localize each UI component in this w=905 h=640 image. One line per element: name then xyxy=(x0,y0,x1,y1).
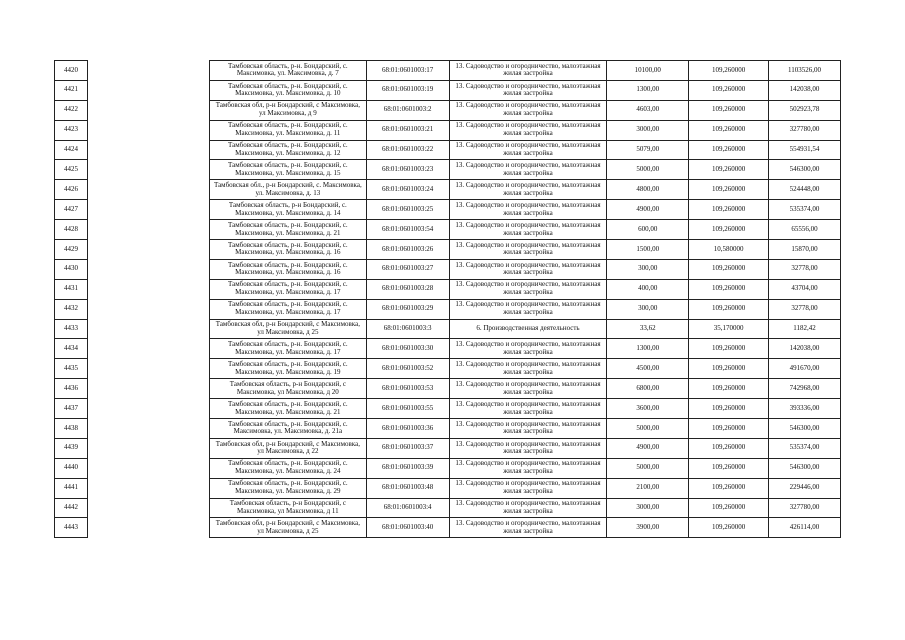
address-cell: Тамбовская область, р-н. Бондарский, с. Максимовка, ул. Максимовка, д. 29 xyxy=(210,478,367,498)
row-number-row xyxy=(55,478,88,498)
address-cell: Тамбовская обл, р-н Бондарский, с Максимовка, ул Максимовка, д 9 xyxy=(210,100,367,120)
cadastral-value-cell: 546300,00 xyxy=(769,458,841,478)
rate-cell: 109,260000 xyxy=(689,279,769,299)
land-use-cell: 13. Садоводство и огородничество, малоэтажная жилая застройка xyxy=(449,518,607,538)
land-use-cell: 13. Садоводство и огородничество, малоэтажная жилая застройка xyxy=(449,61,607,81)
land-use-cell: 13. Садоводство и огородничество, малоэтажная жилая застройка xyxy=(449,220,607,240)
address-cell: Тамбовская область, р-н. Бондарский, с. Максимовка, ул. Максимовка, д. 16 xyxy=(210,240,367,260)
area-cell: 300,00 xyxy=(607,299,689,319)
row-number-row xyxy=(55,279,88,299)
row-number-row xyxy=(55,339,88,359)
rate-cell: 109,260000 xyxy=(689,458,769,478)
land-use-cell: 13. Садоводство и огородничество, малоэтажная жилая застройка xyxy=(449,279,607,299)
cadastral-value-cell: 142038,00 xyxy=(769,80,841,100)
rate-cell: 109,260000 xyxy=(689,498,769,518)
table-row xyxy=(210,379,841,399)
address-cell: Тамбовская область, р-н. Бондарский, с. Максимовка, ул. Максимовка, д. 17 xyxy=(210,299,367,319)
table-row xyxy=(210,299,841,319)
address-cell: Тамбовская область, р-н. Бондарский, с. Максимовка, ул. Максимовка, д. 17 xyxy=(210,339,367,359)
land-use-cell: 13. Садоводство и огородничество, малоэтажная жилая застройка xyxy=(449,120,607,140)
cadastral-number-cell: 68:01:0601003:24 xyxy=(366,180,449,200)
address-cell: Тамбовская область, р-н. Бондарский, с. Максимовка, ул. Максимовка, д. 21а xyxy=(210,419,367,439)
row-number-row xyxy=(55,458,88,478)
row-number: 4431 xyxy=(55,279,88,299)
cadastral-value-cell: 65556,00 xyxy=(769,220,841,240)
table-row xyxy=(210,359,841,379)
row-number: 4436 xyxy=(55,379,88,399)
table-row xyxy=(210,100,841,120)
area-cell: 5079,00 xyxy=(607,140,689,160)
cadastral-number-cell: 68:01:0601003:27 xyxy=(366,259,449,279)
land-use-cell: 13. Садоводство и огородничество, малоэтажная жилая застройка xyxy=(449,180,607,200)
address-cell: Тамбовская область, р-н. Бондарский, с. Максимовка, ул. Максимовка, д. 21 xyxy=(210,399,367,419)
row-number: 4424 xyxy=(55,140,88,160)
cadastral-value-cell: 229446,00 xyxy=(769,478,841,498)
address-cell: Тамбовская область, р-н. Бондарский, с. Максимовка, ул. Максимовка, д. 15 xyxy=(210,160,367,180)
cadastral-number-cell: 68:01:0601003:53 xyxy=(366,379,449,399)
address-cell: Тамбовская обл., р-н Бондарский, с. Максимовка, ул. Максимовка, д. 13 xyxy=(210,180,367,200)
area-cell: 4500,00 xyxy=(607,359,689,379)
cadastral-value-cell: 32778,00 xyxy=(769,259,841,279)
address-cell: Тамбовская обл, р-н Бондарский, с Максимовка, ул Максимовка, д 25 xyxy=(210,319,367,339)
address-cell: Тамбовская область, р-н. Бондарский, с. Максимовка, ул. Максимовка, д. 10 xyxy=(210,80,367,100)
address-cell: Тамбовская область, р-н. Бондарский, с. Максимовка, ул. Максимовка, д. 19 xyxy=(210,359,367,379)
land-use-cell: 13. Садоводство и огородничество, малоэтажная жилая застройка xyxy=(449,478,607,498)
rate-cell: 109,260000 xyxy=(689,200,769,220)
row-number-row xyxy=(55,120,88,140)
area-cell: 4603,00 xyxy=(607,100,689,120)
row-number: 4426 xyxy=(55,180,88,200)
cadastral-value-cell: 327780,00 xyxy=(769,498,841,518)
rate-cell: 10,580000 xyxy=(689,240,769,260)
row-number: 4440 xyxy=(55,458,88,478)
row-number: 4427 xyxy=(55,200,88,220)
table-row xyxy=(210,220,841,240)
address-cell: Тамбовская область, р-н Бондарский, с Максимовка, ул Максимовка, д 11 xyxy=(210,498,367,518)
cadastral-number-cell: 68:01:0601003:37 xyxy=(366,438,449,458)
address-cell: Тамбовская область, р-н. Бондарский, с. Максимовка, ул. Максимовка, д. 12 xyxy=(210,140,367,160)
area-cell: 2100,00 xyxy=(607,478,689,498)
table-row xyxy=(210,419,841,439)
row-number: 4422 xyxy=(55,100,88,120)
row-number-row xyxy=(55,399,88,419)
rate-cell: 109,260000 xyxy=(689,61,769,81)
cadastral-value-cell: 535374,00 xyxy=(769,438,841,458)
table-row xyxy=(210,120,841,140)
cadastral-value-cell: 491670,00 xyxy=(769,359,841,379)
table-row xyxy=(210,61,841,81)
row-number-row xyxy=(55,80,88,100)
table-row xyxy=(210,399,841,419)
address-cell: Тамбовская область, р-н. Бондарский, с. Максимовка, ул. Максимовка, д. 16 xyxy=(210,259,367,279)
address-cell: Тамбовская область, р-н. Бондарский, с. Максимовка, ул. Максимовка, д. 11 xyxy=(210,120,367,140)
row-number-row xyxy=(55,359,88,379)
table-row xyxy=(210,180,841,200)
row-number-row xyxy=(55,319,88,339)
land-use-cell: 13. Садоводство и огородничество, малоэтажная жилая застройка xyxy=(449,379,607,399)
row-number-column xyxy=(54,60,88,538)
address-cell: Тамбовская область, р-н. Бондарский, с. Максимовка, ул. Максимовка, д. 21 xyxy=(210,220,367,240)
cadastral-value-cell: 535374,00 xyxy=(769,200,841,220)
land-use-cell: 13. Садоводство и огородничество, малоэтажная жилая застройка xyxy=(449,438,607,458)
cadastral-number-cell: 68:01:0601003:19 xyxy=(366,80,449,100)
table-row xyxy=(210,200,841,220)
cadastral-number-cell: 68:01:0601003:40 xyxy=(366,518,449,538)
row-number-row xyxy=(55,259,88,279)
row-number: 4433 xyxy=(55,319,88,339)
land-use-cell: 13. Садоводство и огородничество, малоэтажная жилая застройка xyxy=(449,259,607,279)
row-number: 4429 xyxy=(55,240,88,260)
row-number-row xyxy=(55,61,88,81)
table-row xyxy=(210,339,841,359)
cadastral-value-cell: 554931,54 xyxy=(769,140,841,160)
rate-cell: 109,260000 xyxy=(689,359,769,379)
address-cell: Тамбовская область, р-н Бондарский, с Максимовка, ул Максимовка, д 20 xyxy=(210,379,367,399)
row-number: 4428 xyxy=(55,220,88,240)
row-number: 4425 xyxy=(55,160,88,180)
row-number-row xyxy=(55,180,88,200)
row-number-row xyxy=(55,100,88,120)
area-cell: 3600,00 xyxy=(607,399,689,419)
address-cell: Тамбовская обл, р-н Бондарский, с Максимовка, ул Максимовка, д 22 xyxy=(210,438,367,458)
rate-cell: 109,260000 xyxy=(689,220,769,240)
table-row xyxy=(210,498,841,518)
cadastral-number-cell: 68:01:0601003:39 xyxy=(366,458,449,478)
row-number-body xyxy=(55,61,88,538)
cadastral-number-cell: 68:01:0601003:22 xyxy=(366,140,449,160)
rate-cell: 109,260000 xyxy=(689,259,769,279)
area-cell: 4900,00 xyxy=(607,200,689,220)
row-number-row xyxy=(55,299,88,319)
cadastral-value-cell: 546300,00 xyxy=(769,419,841,439)
cadastral-value-cell: 393336,00 xyxy=(769,399,841,419)
area-cell: 5000,00 xyxy=(607,458,689,478)
area-cell: 33,62 xyxy=(607,319,689,339)
row-number: 4435 xyxy=(55,359,88,379)
rate-cell: 109,260000 xyxy=(689,339,769,359)
cadastral-number-cell: 68:01:0601003:4 xyxy=(366,498,449,518)
rate-cell: 109,260000 xyxy=(689,399,769,419)
table-row xyxy=(210,279,841,299)
cadastral-number-cell: 68:01:0601003:48 xyxy=(366,478,449,498)
row-number-row xyxy=(55,240,88,260)
rate-cell: 109,260000 xyxy=(689,100,769,120)
area-cell: 3000,00 xyxy=(607,120,689,140)
cadastral-value-cell: 1182,42 xyxy=(769,319,841,339)
area-cell: 3900,00 xyxy=(607,518,689,538)
row-number: 4420 xyxy=(55,61,88,81)
cadastral-number-cell: 68:01:0601003:26 xyxy=(366,240,449,260)
address-cell: Тамбовская область, р-н. Бондарский, с. Максимовка, ул. Максимовка, д. 17 xyxy=(210,279,367,299)
area-cell: 1500,00 xyxy=(607,240,689,260)
rate-cell: 109,260000 xyxy=(689,140,769,160)
row-number-row xyxy=(55,140,88,160)
row-number: 4423 xyxy=(55,120,88,140)
table-row xyxy=(210,240,841,260)
row-number-row xyxy=(55,379,88,399)
cadastral-number-cell: 68:01:0601003:29 xyxy=(366,299,449,319)
area-cell: 4900,00 xyxy=(607,438,689,458)
land-plots-body xyxy=(210,61,841,538)
row-number: 4443 xyxy=(55,518,88,538)
row-number-row xyxy=(55,160,88,180)
cadastral-value-cell: 502923,78 xyxy=(769,100,841,120)
address-cell: Тамбовская область, р-н. Бондарский, с. Максимовка, ул. Максимовка, д. 24 xyxy=(210,458,367,478)
cadastral-value-cell: 524448,00 xyxy=(769,180,841,200)
land-use-cell: 13. Садоводство и огородничество, малоэтажная жилая застройка xyxy=(449,498,607,518)
row-number-row xyxy=(55,438,88,458)
address-cell: Тамбовская область, р-н. Бондарский, с. Максимовка, ул. Максимовка, д. 7 xyxy=(210,61,367,81)
cadastral-number-cell: 68:01:0601003:23 xyxy=(366,160,449,180)
area-cell: 1300,00 xyxy=(607,339,689,359)
cadastral-value-cell: 327780,00 xyxy=(769,120,841,140)
land-use-cell: 13. Садоводство и огородничество, малоэтажная жилая застройка xyxy=(449,399,607,419)
row-number: 4438 xyxy=(55,419,88,439)
land-plots-table xyxy=(209,60,841,538)
cadastral-number-cell: 68:01:0601003:2 xyxy=(366,100,449,120)
cadastral-number-cell: 68:01:0601003:30 xyxy=(366,339,449,359)
rate-cell: 109,260000 xyxy=(689,299,769,319)
row-number: 4441 xyxy=(55,478,88,498)
area-cell: 5000,00 xyxy=(607,160,689,180)
rate-cell: 109,260000 xyxy=(689,419,769,439)
table-row xyxy=(210,319,841,339)
area-cell: 1300,00 xyxy=(607,80,689,100)
cadastral-value-cell: 742968,00 xyxy=(769,379,841,399)
row-number-row xyxy=(55,220,88,240)
address-cell: Тамбовская обл, р-н Бондарский, с Максимовка, ул Максимовка, д 25 xyxy=(210,518,367,538)
land-use-cell: 13. Садоводство и огородничество, малоэтажная жилая застройка xyxy=(449,240,607,260)
cadastral-number-cell: 68:01:0601003:17 xyxy=(366,61,449,81)
rate-cell: 109,260000 xyxy=(689,379,769,399)
row-number: 4430 xyxy=(55,259,88,279)
area-cell: 6800,00 xyxy=(607,379,689,399)
row-number: 4432 xyxy=(55,299,88,319)
land-use-cell: 13. Садоводство и огородничество, малоэтажная жилая застройка xyxy=(449,160,607,180)
row-number-row xyxy=(55,518,88,538)
row-number-row xyxy=(55,419,88,439)
land-use-cell: 13. Садоводство и огородничество, малоэтажная жилая застройка xyxy=(449,100,607,120)
cadastral-number-cell: 68:01:0601003:54 xyxy=(366,220,449,240)
area-cell: 400,00 xyxy=(607,279,689,299)
table-row xyxy=(210,160,841,180)
rate-cell: 109,260000 xyxy=(689,518,769,538)
cadastral-number-cell: 68:01:0601003:36 xyxy=(366,419,449,439)
rate-cell: 109,260000 xyxy=(689,438,769,458)
table-row xyxy=(210,259,841,279)
cadastral-value-cell: 142038,00 xyxy=(769,339,841,359)
area-cell: 300,00 xyxy=(607,259,689,279)
land-use-cell: 13. Садоводство и огородничество, малоэтажная жилая застройка xyxy=(449,200,607,220)
rate-cell: 109,260000 xyxy=(689,80,769,100)
rate-cell: 109,260000 xyxy=(689,120,769,140)
land-use-cell: 13. Садоводство и огородничество, малоэтажная жилая застройка xyxy=(449,359,607,379)
cadastral-number-cell: 68:01:0601003:55 xyxy=(366,399,449,419)
rate-cell: 35,170000 xyxy=(689,319,769,339)
cadastral-value-cell: 43704,00 xyxy=(769,279,841,299)
cadastral-value-cell: 426114,00 xyxy=(769,518,841,538)
table-row xyxy=(210,518,841,538)
row-number: 4442 xyxy=(55,498,88,518)
cadastral-number-cell: 68:01:0601003:21 xyxy=(366,120,449,140)
cadastral-value-cell: 15870,00 xyxy=(769,240,841,260)
row-number: 4437 xyxy=(55,399,88,419)
area-cell: 3000,00 xyxy=(607,498,689,518)
land-use-cell: 13. Садоводство и огородничество, малоэтажная жилая застройка xyxy=(449,419,607,439)
table-row xyxy=(210,478,841,498)
cadastral-value-cell: 32778,00 xyxy=(769,299,841,319)
cadastral-number-cell: 68:01:0601003:3 xyxy=(366,319,449,339)
land-use-cell: 13. Садоводство и огородничество, малоэтажная жилая застройка xyxy=(449,140,607,160)
table-row xyxy=(210,438,841,458)
cadastral-value-cell: 546300,00 xyxy=(769,160,841,180)
row-number-row xyxy=(55,498,88,518)
cadastral-number-cell: 68:01:0601003:52 xyxy=(366,359,449,379)
area-cell: 10100,00 xyxy=(607,61,689,81)
rate-cell: 109,260000 xyxy=(689,160,769,180)
area-cell: 4800,00 xyxy=(607,180,689,200)
land-use-cell: 13. Садоводство и огородничество, малоэтажная жилая застройка xyxy=(449,458,607,478)
table-row xyxy=(210,140,841,160)
row-number: 4434 xyxy=(55,339,88,359)
rate-cell: 109,260000 xyxy=(689,478,769,498)
table-row xyxy=(210,80,841,100)
row-number: 4439 xyxy=(55,438,88,458)
cadastral-value-cell: 1103526,00 xyxy=(769,61,841,81)
land-use-cell: 6. Производственная деятельность xyxy=(449,319,607,339)
row-number-row xyxy=(55,200,88,220)
area-cell: 5000,00 xyxy=(607,419,689,439)
cadastral-number-cell: 68:01:0601003:28 xyxy=(366,279,449,299)
cadastral-number-cell: 68:01:0601003:25 xyxy=(366,200,449,220)
address-cell: Тамбовская область, р-н Бондарский, с. Максимовка, ул. Максимовка, д. 14 xyxy=(210,200,367,220)
land-use-cell: 13. Садоводство и огородничество, малоэтажная жилая застройка xyxy=(449,339,607,359)
area-cell: 600,00 xyxy=(607,220,689,240)
land-use-cell: 13. Садоводство и огородничество, малоэтажная жилая застройка xyxy=(449,80,607,100)
rate-cell: 109,260000 xyxy=(689,180,769,200)
table-row xyxy=(210,458,841,478)
row-number: 4421 xyxy=(55,80,88,100)
land-use-cell: 13. Садоводство и огородничество, малоэтажная жилая застройка xyxy=(449,299,607,319)
